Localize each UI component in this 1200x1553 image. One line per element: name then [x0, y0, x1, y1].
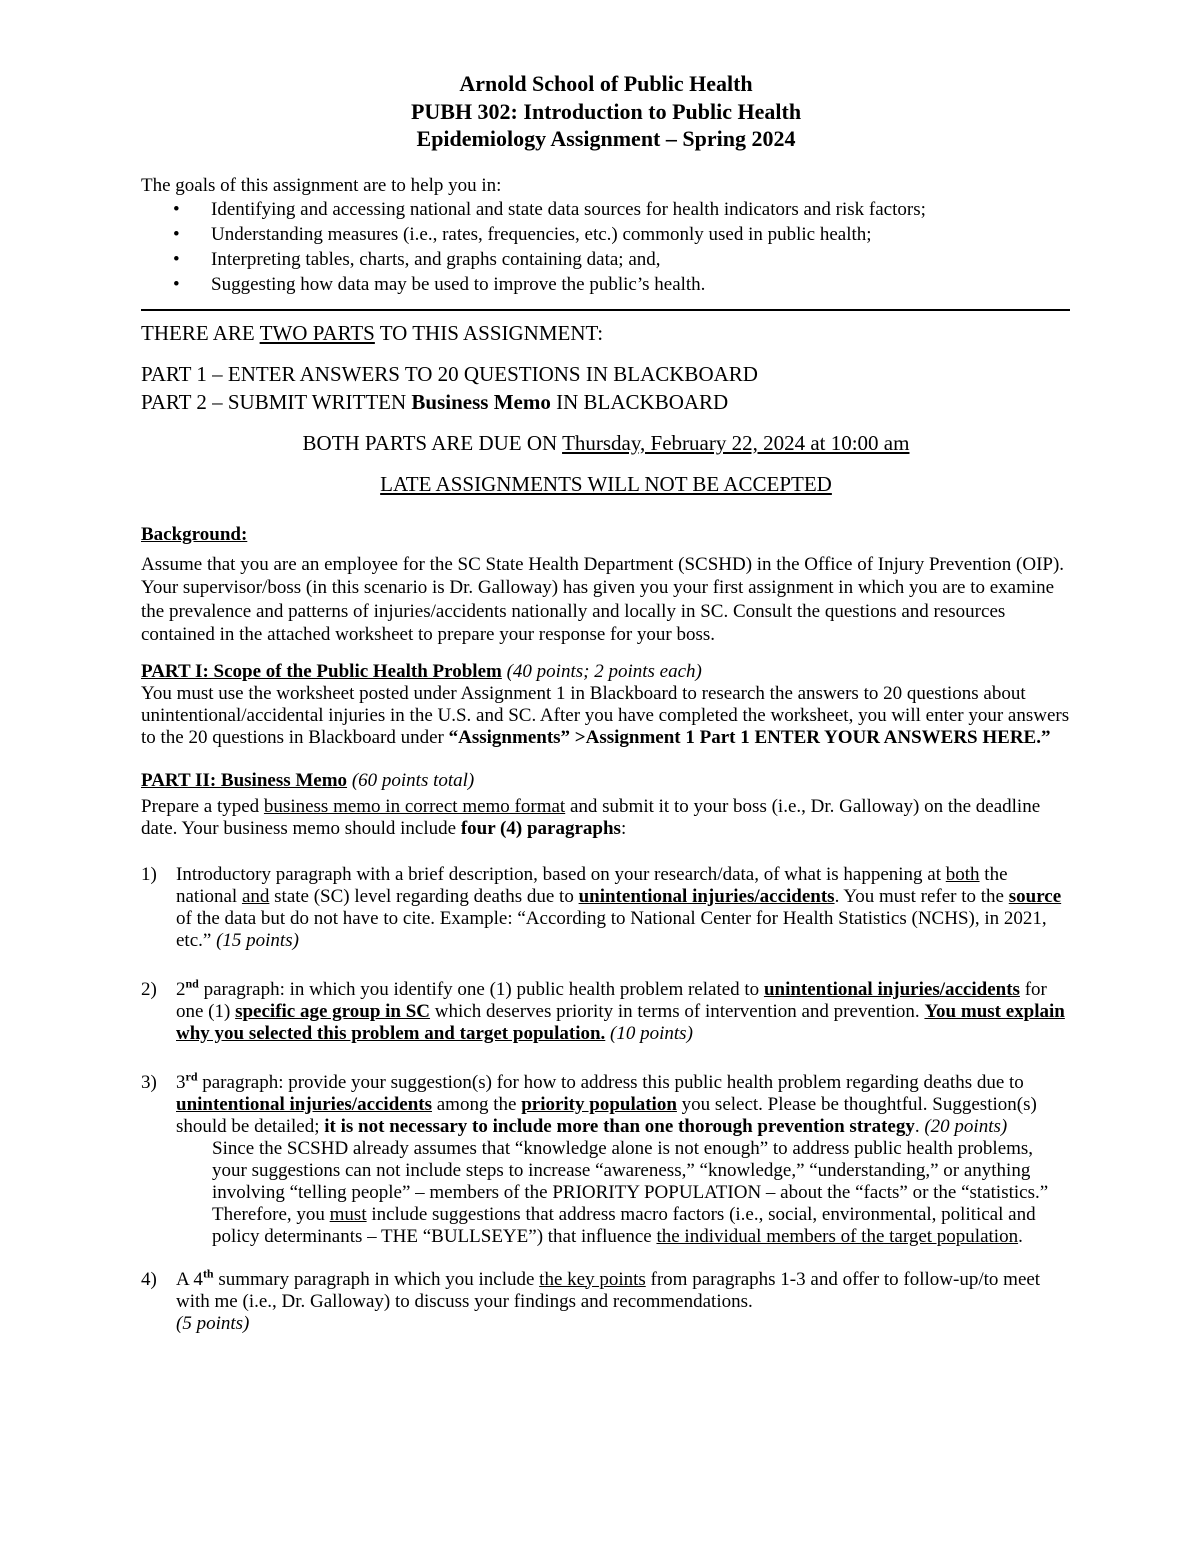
list-item: 4) A 4th summary paragraph in which you include the key points from paragraphs 1-3 and offer to follow-up/to meet with me (i.e., Dr. Galloway) to discuss your findings and recommendations. (5 points) — [141, 1266, 1041, 1334]
part-one-heading: PART I: Scope of the Public Health Problem (40 points; 2 points each) — [141, 660, 702, 682]
memo-paragraph-list — [141, 864, 1071, 1335]
list-item: 2) 2nd paragraph: in which you identify one (1) public health problem related to unintentional injuries/accidents for one (1) specific age group in SC which deserves priority in terms of intervention and prevention. You must explain why you selected this problem and target population. (10 points) — [141, 976, 1065, 1044]
background-heading: Background: — [141, 523, 248, 545]
goals-intro: The goals of this assignment are to help you in: — [141, 174, 502, 196]
part-two-heading: PART II: Business Memo (60 points total) — [141, 769, 475, 791]
bullet-icon: • — [173, 198, 180, 220]
course-name: PUBH 302: Introduction to Public Health — [410, 98, 802, 124]
assignment-name: Epidemiology Assignment – Spring 2024 — [416, 126, 796, 151]
school-name: Arnold School of Public Health — [459, 71, 753, 96]
list-item: • Interpreting tables, charts, and graphs containing data; and, — [173, 248, 661, 270]
background-text: Assume that you are an employee for the SC State Health Department (SCSHD) in the Office of Injury Prevention (OIP). Your supervisor/boss (in this scenario is Dr. Galloway) has given you your first assignment in which you are to examine the prevalence and patterns of injuries/accidents nationally and locally in SC. Consult the questions and resources contained in the attached worksheet to prepare your response for your boss. — [141, 553, 1065, 645]
late-policy: LATE ASSIGNMENTS WILL NOT BE ACCEPTED — [380, 471, 832, 496]
list-item: 1) Introductory paragraph with a brief description, based on your research/data, of what is happening at both the national and state (SC) level regarding deaths due to unintentional injuries/accidents. You must refer to the source of the data but do not have to cite. Example: “According to National Center for Health Statistics (NCHS), in 2021, etc.” (15 points) — [141, 863, 1062, 951]
horizontal-divider — [141, 309, 1070, 311]
part-one-text: You must use the worksheet posted under Assignment 1 in Blackboard to research the answers to 20 questions about unintentional/accidental injuries in the U.S. and SC. After you have completed the worksheet, you will enter your answers to the 20 questions in Blackboard under “Assignments” >Assignment 1 Part 1 ENTER YOUR ANSWERS HERE.” — [141, 682, 1070, 748]
bullet-icon: • — [173, 248, 180, 270]
bullet-icon: • — [173, 273, 180, 295]
goals-list — [141, 197, 1071, 297]
list-item: • Suggesting how data may be used to improve the public’s health. — [173, 273, 706, 295]
list-item: 3) 3rd paragraph: provide your suggestion(s) for how to address this public health problem regarding deaths due to unintentional injuries/accidents among the priority population you select. Please be thoughtful. Suggestion(s) should be detailed; it is not necessary to include more than one thorough prevention strategy. (20 points) Since the SCSHD already assumes that “knowledge alone is not enough” to address public health problems, your suggestions can not include steps to increase “awareness,” “knowledge,” “understanding,” or anything involving “telling people” – members of the PRIORITY POPULATION – about the “facts” or the “statistics.” Therefore, you must include suggestions that address macro factors (i.e., social, environmental, political and policy determinants – THE “BULLSEYE”) that influence the individual members of the target population. — [141, 1072, 1071, 1248]
due-date-line: BOTH PARTS ARE DUE ON Thursday, February 22, 2024 at 10:00 am — [302, 430, 910, 455]
part1-line: PART 1 – ENTER ANSWERS TO 20 QUESTIONS IN BLACKBOARD — [141, 361, 758, 386]
part2-line: PART 2 – SUBMIT WRITTEN Business Memo IN BLACKBOARD — [141, 389, 729, 414]
document-title — [141, 70, 1071, 153]
list-item: • Identifying and accessing national and state data sources for health indicators and risk factors; — [173, 198, 926, 220]
due-date: Thursday, February 22, 2024 at 10:00 am — [562, 430, 910, 455]
parts-intro: THERE ARE TWO PARTS TO THIS ASSIGNMENT: — [141, 320, 604, 345]
note-block: Since the SCSHD already assumes that “knowledge alone is not enough” to address public health problems, your suggestions can not include steps to increase “awareness,” “knowledge,” “understanding,” or anything involving “telling people” – members of the PRIORITY POPULATION – about the “facts” or the “statistics.” Therefore, you must include suggestions that address macro factors (i.e., social, environmental, political and policy determinants – THE “BULLSEYE”) that influence the individual members of the target population. — [212, 1137, 1049, 1247]
list-item: • Understanding measures (i.e., rates, frequencies, etc.) commonly used in public health; — [173, 223, 872, 245]
bullet-icon: • — [173, 223, 180, 245]
document-page — [141, 70, 1071, 1335]
part-two-text: Prepare a typed business memo in correct memo format and submit it to your boss (i.e., Dr. Galloway) on the deadline date. Your business memo should include four (4) paragraphs: — [141, 795, 1041, 839]
